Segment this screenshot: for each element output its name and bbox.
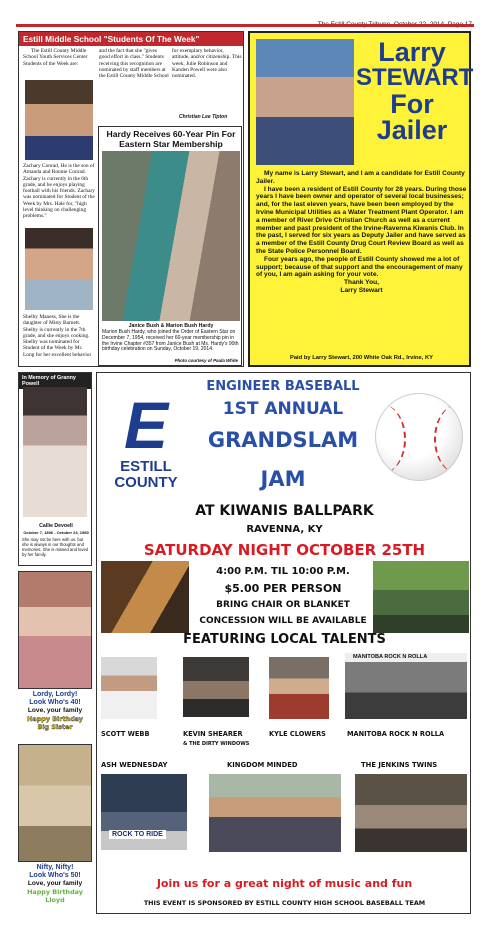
jam-city: RAVENNA, KY [246, 524, 323, 535]
headline-for: For [390, 89, 434, 119]
pin-title: Hardy Receives 60-Year Pin For Eastern Star Membership [106, 129, 236, 149]
jenkins-twins-photo [355, 774, 467, 852]
memory-dates: October 7, 1896 - October 23, 1989 [23, 530, 89, 535]
logo-line2: COUNTY [114, 474, 178, 491]
students-col2-text: and the fact that she "gives good effort in class." Students receiving this recognition are nominated by staff members at the Estill County Middle School [99, 48, 169, 80]
bday50-line4: Happy Birthday [27, 888, 83, 896]
bday40-line5: Big Sister [37, 723, 73, 731]
jam-concession: CONCESSION WILL BE AVAILABLE [199, 616, 367, 626]
jailer-paragraph-1: My name is Larry Stewart, and I am a candidate for Estill County Jailer. [256, 170, 465, 185]
estill-county-logo [103, 388, 189, 497]
pin-body: Marion Bush Hardy, who joined the Order of Eastern Star on December 7, 1954, received her 60-year membership pin in the Irvine Chapter #357 from Janice Bush at Ms. Hardy's 90th birthday celebration on Sunday, October 19, 2014. [102, 329, 239, 353]
guitar-photo [101, 561, 189, 633]
pin-article [98, 126, 242, 366]
jailer-ad [248, 31, 474, 367]
pin-photo-caption: Janice Bush & Marion Bush Hardy [128, 323, 214, 329]
jam-sponsor-line: THIS EVENT IS SPONSORED BY ESTILL COUNTY HIGH SCHOOL BASEBALL TEAM [143, 899, 426, 907]
jam-featuring: FEATURING LOCAL TALENTS [183, 632, 386, 647]
memory-text: She may not be here with us, but she is always in our thoughts and memories. She is missed and loved by her family. [22, 537, 89, 557]
bday50-text [18, 864, 92, 904]
headline-jailer: Jailer [376, 115, 448, 145]
jam-title-2: 1ST ANNUAL [222, 399, 344, 419]
jailer-body [256, 170, 467, 295]
performer-ash-wednesday: ASH WEDNESDAY [101, 761, 168, 769]
memory-title: In Memory of Granny Powell [19, 373, 91, 389]
bday50-line3: Love, your family [27, 880, 83, 887]
jam-time: 4:00 P.M. TIL 10:00 P.M. [216, 566, 350, 577]
scott-webb-photo [101, 657, 157, 719]
crowd-photo [373, 561, 469, 633]
pin-credit: Photo courtesy of Paula White [174, 358, 238, 363]
larry-stewart-photo [256, 39, 354, 165]
jam-date: SATURDAY NIGHT OCTOBER 25TH [143, 541, 426, 559]
jailer-paragraph-3: Four years ago, the people of Estill County showed me a lot of support; because of that support and the encouragement of many of you, I am again asking for your vote. [256, 255, 463, 279]
performer-kevin-shearer: KEVIN SHEARER [183, 730, 243, 738]
bday50-line2: Look Who's 50! [29, 872, 81, 879]
bday40-text [18, 691, 92, 731]
students-title: Estill Middle School "Students Of The Week" [19, 32, 243, 46]
kyle-clowers-photo [269, 657, 329, 719]
students-col3-text: for exemplary behavior, attitude, and/or citizenship. This week, Julie Robinson and Kanden Powell were also nominated. [172, 48, 242, 80]
jailer-signature: Larry Stewart [340, 286, 383, 294]
jam-title-1: ENGINEER BASEBALL [206, 379, 360, 394]
bday50-box [18, 744, 92, 914]
bday50-line1: Nifty, Nifty! [36, 864, 74, 871]
headline-stewart: STEWART [356, 64, 474, 91]
kingdom-minded-photo [209, 774, 341, 852]
performer-jenkins-twins: THE JENKINS TWINS [361, 761, 438, 769]
pin-photo [102, 151, 240, 321]
manitoba-banner: MANITOBA ROCK N ROLLA [353, 654, 428, 660]
manitoba-photo [345, 653, 467, 719]
logo-line1: ESTILL [120, 458, 172, 475]
students-col1-intro: The Estill County Middle School Youth Services Center Students of the Week are: [23, 48, 88, 67]
headline-larry: Larry [378, 37, 446, 67]
jam-price: $5.00 PER PERSON [224, 582, 342, 595]
jam-join-line: Join us for a great night of music and fun [156, 877, 413, 890]
baseball-image [375, 393, 463, 481]
performer-kevin-shearer-sub: & THE DIRTY WINDOWS [183, 741, 250, 747]
jailer-headline [356, 37, 474, 145]
jam-venue: AT KIWANIS BALLPARK [195, 503, 374, 519]
memory-name: Callie Devoell [39, 523, 73, 529]
performer-scott-webb: SCOTT WEBB [101, 730, 150, 738]
bday50-line5: Lloyd [45, 896, 65, 904]
bday40-line3: Love, your family [27, 707, 83, 714]
page-header [0, 0, 492, 24]
students-byline: Christian Lee Tipton [179, 114, 228, 120]
grandslam-jam-ad [96, 372, 471, 914]
jam-title-4: JAM [260, 467, 306, 491]
zachary-text: Zachary Conrad, He is the son of Amanda and Ronnie Conrad. Zachary is currently in the 6th grade, and he enjoys playing football with his friends. Zachary was nominated for Student of the Week by Mrs. Hale for, "high level thinking on challenging problems." [23, 163, 96, 220]
students-article [18, 31, 244, 367]
jam-title-3: GRANDSLAM [207, 428, 359, 452]
memory-box [18, 372, 92, 566]
jailer-thanks: Thank You, [344, 279, 379, 287]
shelby-text: Shelby Maness, She is the daughter of Misty Barnett. Shelby is currently in the 7th grade, and she enjoys cooking. Shelby was nominated for Student of the Week by Mr. Long for her excellent behavior [23, 314, 92, 358]
shelby-photo [25, 228, 93, 310]
ash-wednesday-photo [101, 774, 187, 850]
big-sister-photo [18, 571, 92, 689]
bday40-box [18, 571, 92, 739]
lloyd-photo [18, 744, 92, 862]
bday40-line2: Look Who's 40! [29, 699, 81, 706]
zachary-photo [25, 80, 93, 160]
jailer-paid-line: Paid by Larry Stewart, 200 White Oak Rd., Irvine, KY [289, 355, 434, 361]
header-rule [16, 24, 474, 27]
logo-letter: E [123, 388, 169, 462]
rock-to-ride-sign: ROCK TO RIDE [109, 830, 166, 839]
kevin-shearer-photo [183, 657, 249, 717]
granny-photo [23, 387, 87, 517]
jam-bring: BRING CHAIR OR BLANKET [216, 600, 350, 610]
performer-kyle-clowers: KYLE CLOWERS [269, 730, 326, 738]
performer-kingdom-minded: KINGDOM MINDED [227, 761, 298, 769]
bday40-line1: Lordy, Lordy! [32, 691, 78, 698]
bday40-line4: Happy Birthday [27, 715, 83, 723]
performer-manitoba: MANITOBA ROCK N ROLLA [347, 730, 445, 738]
jailer-paragraph-2: I have been a resident of Estill County for 28 years. During those years I have been owner and operator of several local businesses; and, for the last eleven years, have been been employed by the Irvine Municipal Utilities as a Water Treatment Plant Operator. I am a member of River Drive Christian Church as well as a current member and past president of the Irvine-Ravenna Kiwanis Club. In the past, I served for six years as Deputy Jailer and have served as a member of the Estill County Drug Court Review Board as well as the State Police Personnel Board. [256, 185, 467, 255]
